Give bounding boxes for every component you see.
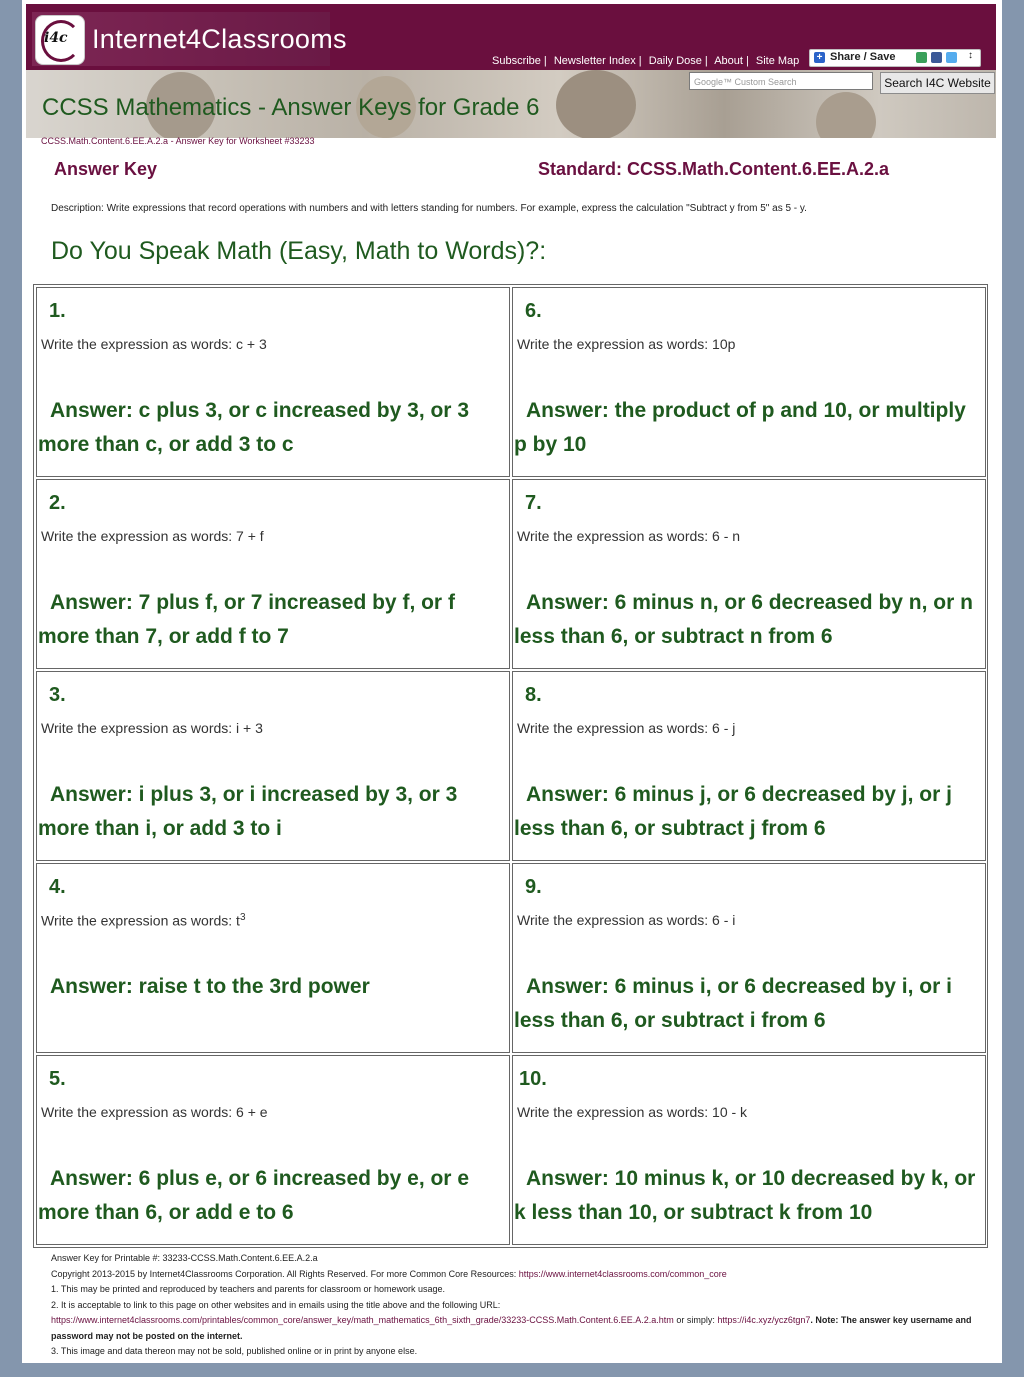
question-prompt: Write the expression as words: c + 3 — [41, 336, 267, 352]
footer-note-3: 3. This image and data thereon may not be sold, published online or in print by anyone else. — [51, 1346, 418, 1356]
nav-about[interactable]: About — [714, 55, 743, 67]
twitter-icon — [946, 52, 957, 63]
page — [22, 0, 1002, 1363]
site-header — [26, 4, 996, 70]
question-prompt: Write the expression as words: 10 - k — [517, 1104, 748, 1120]
common-core-link[interactable]: https://www.internet4classrooms.com/common_core — [518, 1268, 727, 1279]
page-title: CCSS Mathematics - Answer Keys for Grade 6 — [42, 94, 540, 121]
nav-subscribe[interactable]: Subscribe — [492, 55, 541, 67]
search-button[interactable]: Search I4C Website — [880, 72, 995, 94]
question-answer: Answer: 6 plus e, or 6 increased by e, or e more than 6, or add e to 6 — [38, 1167, 469, 1224]
question-cell — [512, 1055, 986, 1245]
or-simply-text: or simply: — [676, 1315, 715, 1325]
site-logo[interactable] — [32, 12, 347, 66]
question-answer: Answer: c plus 3, or c increased by 3, or 3 more than c, or add 3 to c — [38, 399, 469, 456]
breadcrumb[interactable]: CCSS.Math.Content.6.EE.A.2.a - Answer Key for Worksheet #33233 — [41, 136, 315, 146]
logo-badge-icon — [35, 15, 85, 65]
search-input[interactable]: Google™ Custom Search — [689, 72, 873, 90]
share-save-button[interactable] — [809, 49, 981, 67]
question-cell — [36, 863, 510, 1053]
top-nav: Subscribe | Newsletter Index | Daily Dose | About | Site Map — [492, 55, 800, 67]
question-cell — [512, 287, 986, 477]
question-cell — [36, 479, 510, 669]
question-answer: Answer: raise t to the 3rd power — [50, 975, 370, 998]
answer-key-label: Answer Key — [54, 159, 158, 179]
question-prompt-text: Write the expression as words: t — [41, 912, 240, 929]
question-number: 6. — [525, 300, 542, 322]
question-answer: Answer: the product of p and 10, or multiply p by 10 — [514, 399, 966, 456]
question-number: 7. — [525, 492, 542, 514]
question-number: 3. — [49, 684, 66, 706]
question-answer: Answer: 6 minus n, or 6 decreased by n, or n less than 6, or subtract n from 6 — [514, 591, 973, 648]
nav-site-map[interactable]: Site Map — [755, 55, 800, 67]
question-number: 5. — [49, 1068, 66, 1090]
footer-note-1: 1. This may be printed and reproduced by teachers and parents for classroom or homework usage. — [51, 1284, 446, 1294]
question-number: 9. — [525, 876, 542, 898]
worksheet-url-link[interactable]: https://www.internet4classrooms.com/printables/common_core/answer_key/math_mathematics_6th_sixth_grade/33233-CCSS.Math.Content.6.EE.A.2.a.htm — [51, 1315, 674, 1325]
question-prompt: Write the expression as words: 7 + f — [41, 528, 264, 544]
facebook-icon — [931, 52, 942, 63]
password-note: . Note: The answer key username and password may not be posted on the internet. — [51, 1315, 972, 1341]
question-answer: Answer: 7 plus f, or 7 increased by f, or f more than 7, or add f to 7 — [38, 591, 455, 648]
question-prompt: Write the expression as words: 6 - i — [517, 912, 736, 928]
question-number: 10. — [519, 1068, 547, 1090]
question-prompt: Write the expression as words: i + 3 — [41, 720, 263, 736]
short-url-link[interactable]: https://i4c.xyz/ycz6tgn7 — [717, 1315, 811, 1325]
question-number: 4. — [49, 876, 66, 898]
question-number: 1. — [49, 300, 66, 322]
question-cell — [512, 863, 986, 1053]
refresh-icon — [916, 52, 927, 63]
exponent: 3 — [239, 912, 246, 923]
share-plus-icon: + — [814, 52, 825, 63]
question-answer: Answer: 10 minus k, or 10 decreased by k, or k less than 10, or subtract k from 10 — [514, 1167, 976, 1224]
chevron-updown-icon: ↕ — [968, 50, 973, 61]
nav-daily-dose[interactable]: Daily Dose — [648, 55, 702, 67]
footer-printable: Answer Key for Printable #: 33233-CCSS.Math.Content.6.EE.A.2.a — [51, 1253, 318, 1263]
logo-badge-text: i4c — [44, 30, 68, 46]
question-cell — [512, 479, 986, 669]
nav-newsletter-index[interactable]: Newsletter Index — [553, 55, 636, 67]
footer — [51, 1251, 991, 1360]
question-answer: Answer: 6 minus j, or 6 decreased by j, or j less than 6, or subtract j from 6 — [514, 783, 952, 840]
footer-note-2-urls — [51, 1313, 991, 1344]
question-prompt: Write the expression as words: 6 + e — [41, 1104, 268, 1120]
question-number: 8. — [525, 684, 542, 706]
section-title: Do You Speak Math (Easy, Math to Words)?: — [51, 237, 547, 265]
question-cell — [36, 1055, 510, 1245]
question-prompt: Write the expression as words: 6 - j — [517, 720, 736, 736]
standard-label: Standard: CCSS.Math.Content.6.EE.A.2.a — [538, 159, 890, 179]
description: Description: Write expressions that record operations with numbers and with letters standing for numbers. For example, express the calculation "Subtract y from 5" as 5 - y. — [51, 203, 807, 214]
question-cell — [36, 671, 510, 861]
share-label: Share / Save — [830, 51, 896, 63]
question-cell — [512, 671, 986, 861]
logo-text: Internet4Classrooms — [92, 24, 347, 54]
footer-note-2: 2. It is acceptable to link to this page on other websites and in emails using the title above and the following URL: — [51, 1299, 501, 1310]
answer-grid — [33, 284, 988, 1248]
question-prompt: Write the expression as words: 10p — [517, 336, 736, 352]
question-answer: Answer: i plus 3, or i increased by 3, or 3 more than i, or add 3 to i — [38, 783, 458, 840]
question-number: 2. — [49, 492, 66, 514]
question-prompt — [41, 912, 246, 929]
footer-copyright — [51, 1267, 991, 1283]
question-answer: Answer: 6 minus i, or 6 decreased by i, or i less than 6, or subtract i from 6 — [514, 975, 952, 1032]
question-cell — [36, 287, 510, 477]
copyright-text: Copyright 2013-2015 by Internet4Classrooms Corporation. All Rights Reserved. For more Common Core Resources: — [51, 1268, 517, 1279]
question-prompt: Write the expression as words: 6 - n — [517, 528, 741, 544]
